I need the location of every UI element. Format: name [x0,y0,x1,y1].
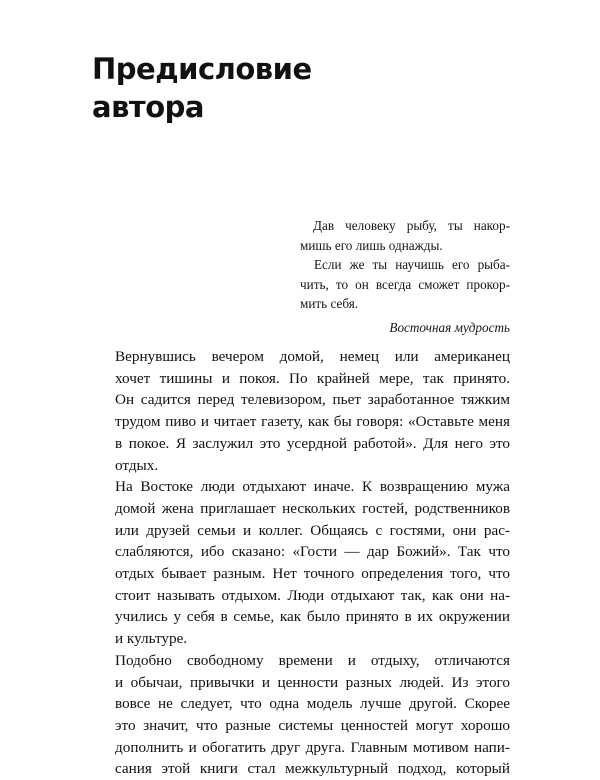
body-text [92,346,510,780]
text-line: или друзей семьи и коллег. Общаясь с гостями, они рас- [115,521,510,539]
paragraph-1 [92,346,510,476]
epigraph-line: мишь его лишь однажды. [300,237,443,253]
text-line: На Востоке люди отдыхают иначе. К возвращению мужа [115,478,510,496]
epigraph [300,216,510,337]
text-line: Вернувшись вечером домой, немец или американец [115,348,510,365]
paragraph-2 [92,476,510,650]
chapter-title-line-2: автора [92,90,204,124]
text-line: Он садится перед телевизором, пьет заработанное тяжким [115,391,510,409]
epigraph-line: Дав человеку рыбу, ты накор- [313,218,510,233]
text-line: и обычаи, привычки и ценности разных людей. Из этого [115,673,510,691]
text-line: хочет тишины и покоя. По крайней мере, так принято. [115,369,510,387]
text-line: отдых. [115,456,159,474]
chapter-title [92,50,312,126]
text-line: дополнить и обогатить друг друга. Главным мотивом напи- [115,738,510,756]
text-line: и культуре. [115,630,188,648]
text-line: в покое. Я заслужил это усердной работой». Для него это [115,434,510,452]
epigraph-line: Если же ты научишь его рыба- [314,257,510,272]
epigraph-line: мить себя. [300,296,359,311]
epigraph-source: Восточная мудрость [389,319,510,335]
text-line: сания этой книги стал межкультурный подход, который [115,760,510,778]
text-line: учились у себя в семье, как было принято в их окружении [115,608,510,626]
epigraph-sentence-2 [300,255,510,314]
text-line: вовсе не следует, что одна модель лучше другой. Скорее [115,695,510,713]
text-line: стоит называть отдыхом. Люди отдыхают так, как они на- [115,586,510,604]
text-line: домой жена приглашает нескольких гостей, родственников [115,499,510,517]
paragraph-3 [92,650,510,780]
epigraph-sentence-1 [300,216,510,255]
text-line: слабляются, ибо сказано: «Гости — дар Божий». Так что [115,543,510,561]
epigraph-line: чить, то он всегда сможет прокор- [300,276,510,292]
text-line: Подобно свободному времени и отдыху, отличаются [115,651,510,669]
text-line: отдых бывает разным. Нет точного определения того, что [115,565,510,583]
chapter-title-line-1: Предисловие [92,52,312,86]
text-line: трудом пиво и читает газету, как бы говоря: «Оставьте меня [115,413,510,431]
text-line: это значит, что разные системы ценностей могут хорошо [115,716,510,734]
